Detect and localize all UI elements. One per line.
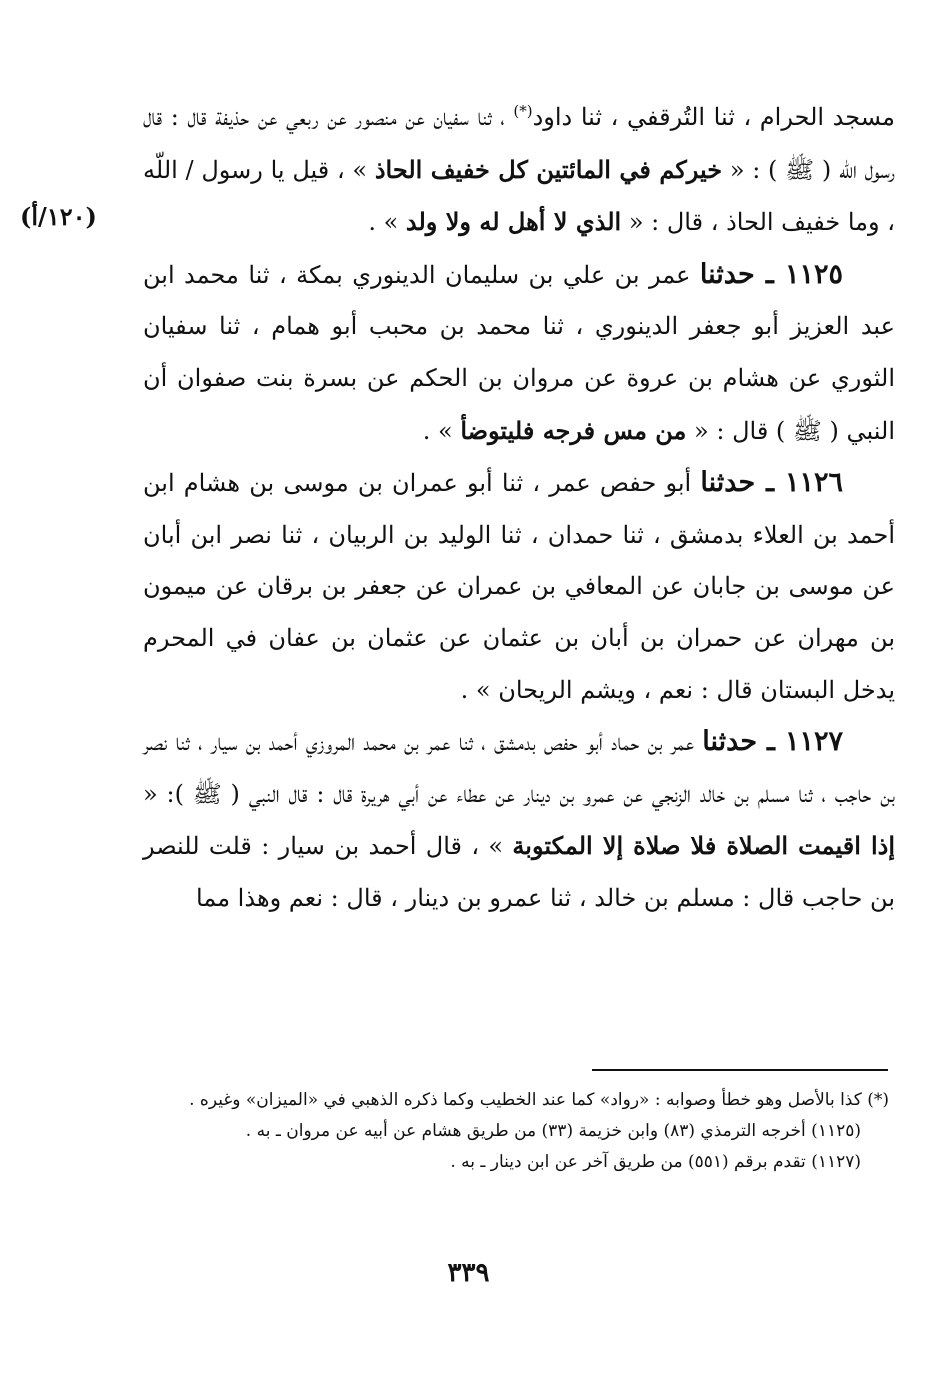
footnote-marker: (*)	[513, 102, 533, 120]
text-run: أبو حفص عمر ، ثنا أبو عمران بن موسى بن هشام ابن أحمد بن العلاء بدمشق ، ثنا حمدان ، ثنا الوليد بن الربيان ، ثنا نصر ابن أبان عن موسى بن جابان عن المعافي بن عمران عن جعفر بن برقان عن ميمون بن مهران عن حمران بن أبان بن عثمان عن عثمان بن عفان في المحرم يدخل البستان قال : نعم ، ويشم الريحان » .	[143, 469, 896, 704]
text-run: » .	[422, 416, 461, 445]
paragraph-hadith-1126	[143, 457, 895, 716]
footnote-asterisk: (*) كذا بالأصل وهو خطأ وصوابه : «رواد» كما عند الخطيب وكما ذكره الذهبي في «الميزان» وغيره .	[189, 1090, 889, 1110]
paragraph-hadith-1127	[143, 716, 895, 924]
hadith-quote: إذا اقيمت الصلاة فلا صلاة إلا المكتوبة	[512, 831, 896, 861]
hadith-number: ١١٢٥ ـ حدثنا	[699, 258, 844, 290]
hadith-quote: خيركم في المائتين كل خفيف الحاذ	[374, 154, 723, 184]
footnote-1127: (١١٢٧) تقدم برقم (٥٥١) من طريق آخر عن ابن دينار ـ به .	[450, 1152, 861, 1172]
text-run: عمر بن حماد أبو حفص بدمشق ، ثنا عمر بن محمد المروزي أحمد بن سيار ، ثنا نصر بن حاجب ، ثنا مسلم بن خالد الزنجي عن عمرو بن دينار عن عطاء عن أبي هريرة قال : قال النبي ( ﷺ ): «	[143, 728, 895, 808]
footnotes	[141, 1085, 889, 1178]
page-number: ٣٣٩	[447, 1258, 490, 1288]
paragraph-hadith-1125	[143, 249, 895, 457]
paragraph-continuation	[143, 92, 895, 249]
footnote-divider	[592, 1069, 888, 1071]
text-run: ، ثنا سفيان عن منصور عن ربعي عن حذيفة قال : قال رسول اللّه ( ﷺ ) : «	[143, 103, 895, 184]
text-run: » .	[368, 208, 406, 237]
footnote-1125: (١١٢٥) أخرجه الترمذي (٨٣) وابن خزيمة (٣٣) من طريق هشام عن أبيه عن مروان ـ به .	[245, 1121, 861, 1141]
text-run: عمر بن علي بن سليمان الدينوري بمكة ، ثنا محمد ابن عبد العزيز أبو جعفر الدينوري ، ثنا محمد بن محبب أبو همام ، ثنا سفيان الثوري عن هشام بن عروة عن مروان بن الحكم عن بسرة بنت صفوان أن النبي ( ﷺ ) قال : «	[143, 260, 895, 445]
margin-folio-note: (١٢٠/أ)	[20, 202, 97, 231]
text-run: مسجد الحرام ، ثنا التُرقفي ، ثنا داود	[532, 103, 895, 131]
hadith-quote: من مس فرجه فليتوضأ	[460, 415, 687, 445]
hadith-number: ١١٢٧ ـ حدثنا	[702, 726, 843, 758]
hadith-quote: الذي لا أهل له ولا ولد	[405, 207, 622, 237]
text-run: » ، قال أحمد بن سيار : قلت للنصر بن حاجب قال : مسلم بن خالد ، ثنا عمرو بن دينار ، قال : نعم وهذا مما	[143, 832, 895, 912]
hadith-number: ١١٢٦ ـ حدثنا	[700, 467, 844, 499]
main-text	[143, 92, 895, 925]
text-run: » ، قيل يا رسول / اللّه ، وما خفيف الحاذ ، قال : «	[143, 155, 895, 237]
